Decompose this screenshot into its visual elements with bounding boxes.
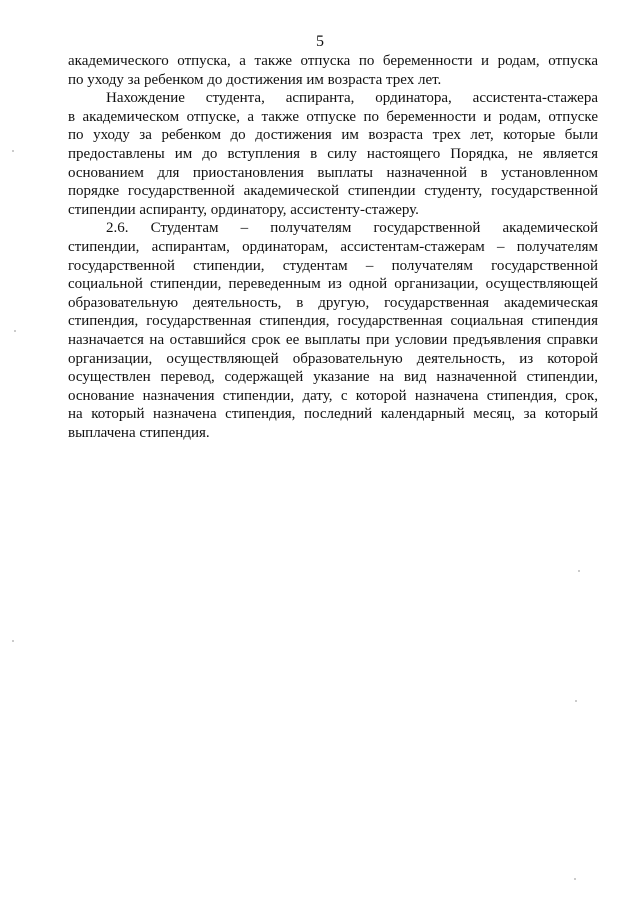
scan-speck bbox=[14, 330, 16, 332]
text-line: стипендии, аспирантам, ординаторам, ассистентам-стажерам – получателям bbox=[68, 238, 598, 255]
text-line: образовательную деятельность, в другую, государственная академическая bbox=[68, 294, 598, 311]
text-line: организации, осуществляющей образовательную деятельность, из которой bbox=[68, 350, 598, 367]
text-line: порядке государственной академической стипендии студенту, государственной bbox=[68, 183, 598, 200]
page-number: 5 bbox=[316, 33, 324, 50]
text-line: по уходу за ребенком до достижения им возраста трех лет, которые были bbox=[68, 127, 598, 144]
text-line: Нахождение студента, аспиранта, ординатора, ассистента-стажера bbox=[106, 90, 598, 107]
scan-speck bbox=[12, 150, 14, 152]
text-line: стипендии аспиранту, ординатору, ассистенту-стажеру. bbox=[68, 201, 419, 218]
text-line: академического отпуска, а также отпуска по беременности и родам, отпуска bbox=[68, 53, 598, 69]
text-line: по уходу за ребенком до достижения им возраста трех лет. bbox=[68, 71, 442, 88]
text-line: на который назначена стипендия, последний календарный месяц, за который bbox=[68, 406, 598, 423]
text-line: социальной стипендии, переведенным из одной организации, осуществляющей bbox=[68, 276, 598, 293]
text-line: в академическом отпуске, а также отпуске по беременности и родам, отпуске bbox=[68, 108, 598, 125]
text-line: выплачена стипендия. bbox=[68, 424, 210, 441]
text-line: стипендия, государственная стипендия, государственная социальная стипендия bbox=[68, 313, 598, 330]
text-line: 2.6. Студентам – получателям государственной академической bbox=[106, 220, 598, 237]
text-line: назначается на оставшийся срок ее выплаты при условии предъявления справки bbox=[68, 331, 598, 348]
text-line: государственной стипендии, студентам – получателям государственной bbox=[68, 257, 598, 274]
scan-speck bbox=[574, 878, 576, 880]
scan-speck bbox=[575, 700, 577, 702]
text-line: осуществлен перевод, содержащей указание на вид назначенной стипендии, bbox=[68, 369, 598, 386]
paragraph bbox=[68, 219, 598, 442]
paragraph bbox=[68, 52, 598, 89]
scan-speck bbox=[12, 640, 14, 642]
paragraph bbox=[68, 89, 598, 219]
text-line: основание назначения стипендии, дату, с которой назначена стипендия, срок, bbox=[68, 387, 598, 404]
text-line: основанием для приостановления выплаты назначенной в установленном bbox=[68, 164, 598, 181]
text-line: предоставлены им до вступления в силу настоящего Порядка, не является bbox=[68, 145, 598, 162]
scan-speck bbox=[578, 570, 580, 572]
document-body bbox=[68, 52, 598, 442]
